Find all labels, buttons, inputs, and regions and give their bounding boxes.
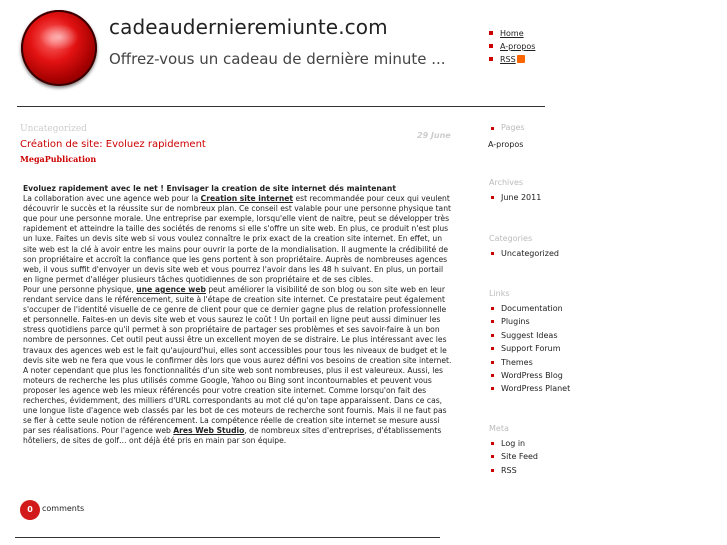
nav-item-home[interactable] xyxy=(489,28,535,41)
link-item-suggest-ideas[interactable]: Suggest Ideas xyxy=(489,330,689,343)
nav-item-apropos[interactable] xyxy=(489,41,535,54)
top-navigation xyxy=(489,28,535,67)
link-une-agence-web[interactable]: une agence web xyxy=(136,284,206,294)
header-divider xyxy=(17,106,545,107)
sidebar-links-title: Links xyxy=(489,289,510,298)
meta-item-rss[interactable]: RSS xyxy=(489,465,689,478)
comments-link[interactable]: comments xyxy=(42,504,85,513)
sidebar-categories-title: Categories xyxy=(489,234,533,243)
post-paragraph-1: La collaboration avec une agence web pour la Creation site internet est recommandée pour ceux qui veulent découvrir le succès et la réussite sur de nombreux plan. Ce conseil est valable pour une personne physique tant que pour une personne morale. Une entreprise par exemple, lorsqu'elle vient de naitre, peut se développer très rapidement et atteindre la taille des sociétés de renoms si elle s'offre un site web. En plus, ce produit n'est plus un luxe. Faites un devis site web si vous voulez connaître le prix exact de la creation site internet. En effet, un site web est la clé à avoir entre les mains pour ouvrir la porte de la mondialisation. Il augmente la crédibilité de son propriétaire et accroît la confiance que les gens portent à son propriétaire. Auprès de nombreuses agences web, il vous suffit d'envoyer un devis site web et vous pourrez l'avoir dans les 48 h suivant. En plus, un portail en ligne permet d'alléger plusieurs tâches quotidiennes de son propriétaire et de ses cibles. xyxy=(23,194,451,284)
nav-link-home[interactable]: Home xyxy=(500,29,524,38)
sidebar-archives-title: Archives xyxy=(489,178,524,187)
sidebar-pages-title: Pages xyxy=(489,123,525,132)
post-category[interactable]: Uncategorized xyxy=(20,124,87,134)
post-title[interactable]: Création de site: Evoluez rapidement xyxy=(20,139,206,150)
category-item[interactable]: Uncategorized xyxy=(489,248,689,261)
nav-link-apropos[interactable]: A-propos xyxy=(500,42,536,51)
nav-link-rss[interactable]: RSS xyxy=(500,55,516,64)
link-item-documentation[interactable]: Documentation xyxy=(489,303,689,316)
site-tagline: Offrez-vous un cadeau de dernière minute ... xyxy=(109,50,446,68)
site-logo[interactable] xyxy=(21,10,97,86)
site-title[interactable]: cadeaudernieremiunte.com xyxy=(109,15,388,39)
nav-item-rss[interactable] xyxy=(489,54,535,67)
sidebar-categories xyxy=(489,234,689,261)
link-item-themes[interactable]: Themes xyxy=(489,357,689,370)
rss-feed-icon[interactable] xyxy=(517,55,525,63)
meta-item-login[interactable]: Log in xyxy=(489,438,689,451)
link-item-plugins[interactable]: Plugins xyxy=(489,316,689,329)
link-item-support-forum[interactable]: Support Forum xyxy=(489,343,689,356)
link-ares-web-studio[interactable]: Ares Web Studio xyxy=(173,426,245,436)
post-lead: Evoluez rapidement avec le net ! Envisager la creation de site internet dés maintenant xyxy=(23,184,396,193)
meta-item-site-feed[interactable]: Site Feed xyxy=(489,451,689,464)
link-item-wordpress-blog[interactable]: WordPress Blog xyxy=(489,370,689,383)
link-item-wordpress-planet[interactable]: WordPress Planet xyxy=(489,383,689,396)
sidebar-links xyxy=(489,289,689,397)
post-author: MegaPublication xyxy=(20,154,97,164)
footer-divider xyxy=(15,537,440,538)
archive-item[interactable]: June 2011 xyxy=(489,192,689,205)
sidebar-meta xyxy=(489,424,689,478)
post-paragraph-2: Pour une personne physique, une agence web peut améliorer la visibilité de son blog ou son site web en leur rendant service dans le référencement, suite à l'étape de creation site internet. Ce prestataire peut également s'occuper de l'identité visuelle de ce genre de client pour que ce dernier gagne plus de relation professionnelle et personnelle. Faites-en un devis site web et vous saurez le coût ! Un portail en ligne peut aussi diminuer les stress quotidiens parce qu'il permet à son propriétaire de partager ses problèmes et ses savoir-faire à un bon nombre de personnes. Cet outil peut aussi être un excellent moyen de se distraire. Le plus intéressant avec les travaux des agences web est le fait qu'aujourd'hui, elles sont accessibles pour tous les niveaux de budget et le devis site web ne fera que vous le confirmer dès lors que vous aurez défini vos besoins de creation site internet. A noter cependant que plus les fonctionnalités d'un site web sont nombreuses, plus il est valeureux. Aussi, les moteurs de recherche les plus utilisés comme Google, Yahoo ou Bing sont incontournables et peuvent vous proposer les agence web les mieux référencés pour votre creation site internet. Comme lorsqu'on fait des recherches, évidemment, des milliers d'URL correspondants au mot clé qu'on tape apparaissent. Dans ce cas, une longue liste d'agence web classés par les bot de ces moteurs de recherche sont fournis. Mais il ne faut pas se fier à cette seule notion de référencement. La compétence réelle de creation site internet se mesure aussi par ses réalisations. Pour l'agence web Ares Web Studio, de nombreux sites d'entreprises, d'établissements hôteliers, de sites de golf… ont déjà été pris en main par son équipe. xyxy=(23,284,452,446)
post-content xyxy=(23,184,453,446)
sidebar-archives xyxy=(489,178,689,205)
comment-count-badge[interactable]: 0 xyxy=(20,500,40,520)
sidebar-page-apropos[interactable]: A-propos xyxy=(488,140,524,149)
link-creation-site-internet[interactable]: Creation site internet xyxy=(200,194,294,204)
post-date: 29 June xyxy=(417,131,451,140)
sidebar-meta-title: Meta xyxy=(489,424,509,433)
